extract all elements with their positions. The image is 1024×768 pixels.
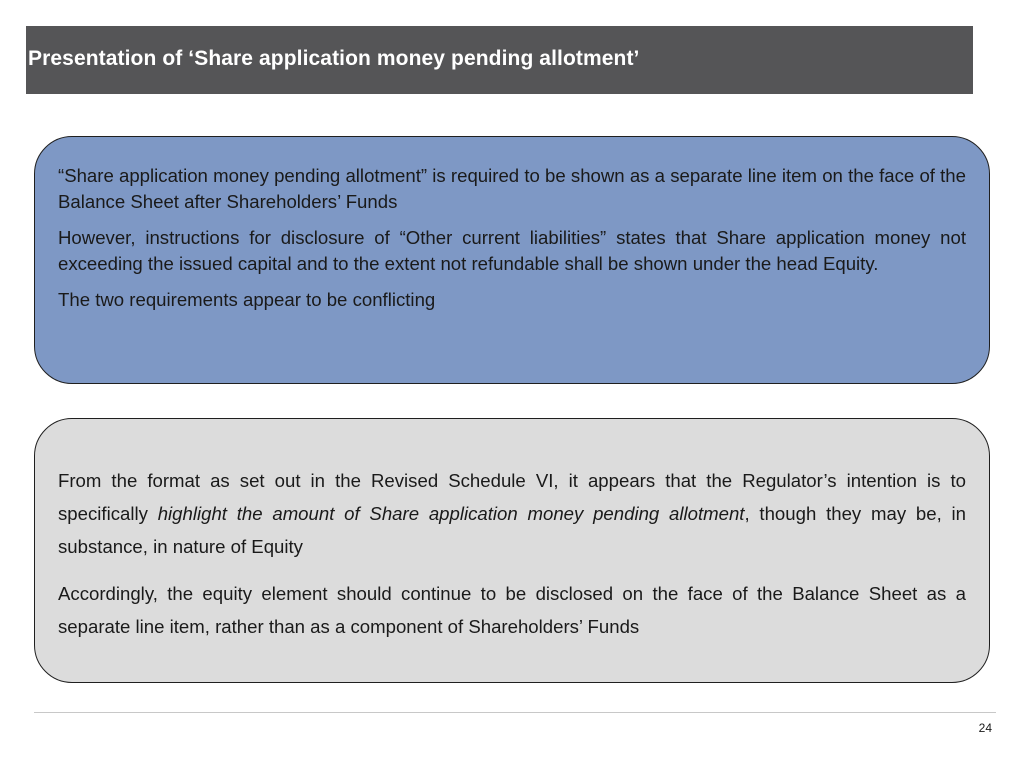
title-bar [26,26,973,94]
issue-paragraph-2: However, instructions for disclosure of “Other current liabilities” states that Share application money not exceeding the issued capital and to the extent not refundable shall be shown under the head Equity. [58,227,966,274]
issue-paragraph-1: “Share application money pending allotment” is required to be shown as a separate line item on the face of the Balance Sheet after Shareholders’ Funds [58,165,966,212]
view-paragraph-1 [58,464,966,563]
view-box [34,418,990,683]
view-paragraph-2: Accordingly, the equity element should continue to be disclosed on the face of the Balance Sheet as a separate line item, rather than as a component of Shareholders’ Funds [58,583,966,637]
issue-paragraph-3: The two requirements appear to be conflicting [58,289,436,310]
page-number: 24 [978,721,992,735]
view-paragraph-1-emphasis: highlight the amount of Share application money pending allotment [157,503,745,524]
slide-title: Presentation of ‘Share application money pending allotment’ [28,47,640,70]
issue-box [34,136,990,384]
view-paragraph-1-start: From the format as set out in the Revised Schedule VI, it appears that the Regulator’s intention is to specifically [58,470,966,524]
footer-divider [34,712,996,713]
view-paragraph-1-end: , though they may be, in substance, in nature of Equity [58,503,966,557]
